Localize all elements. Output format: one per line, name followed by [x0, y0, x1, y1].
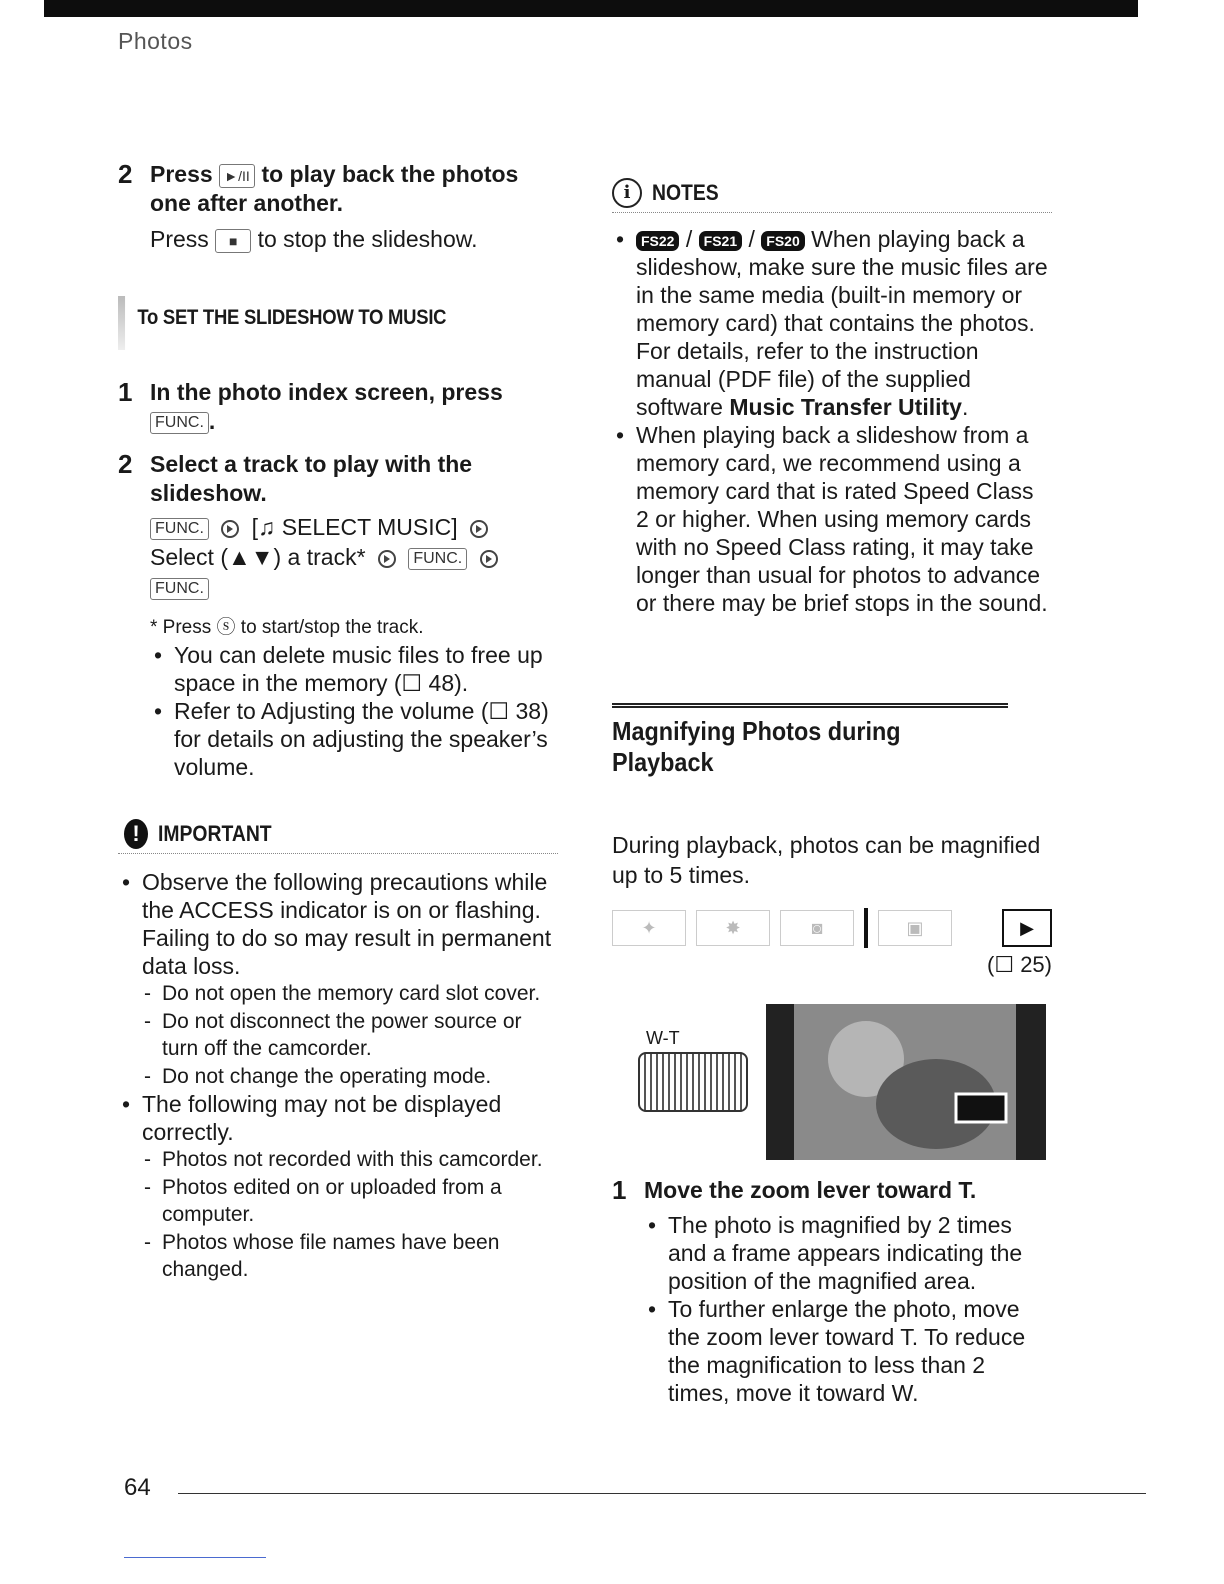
important-list [118, 868, 558, 1284]
music-bullets [150, 641, 558, 781]
list-item: • You can delete music files to free up space in the memory (☐ 48). [150, 641, 558, 697]
step-press-func: 1 In the photo index screen, press FUNC. . [118, 377, 503, 434]
footer-rule [178, 1493, 1146, 1494]
info-icon: i [612, 178, 642, 208]
sub-list [142, 980, 558, 1090]
sub-list [142, 1146, 558, 1284]
zoom-label: W-T [646, 1028, 680, 1048]
subhead-bar [118, 296, 125, 350]
play-pause-key: ►/II [219, 164, 255, 188]
mode-icons [612, 908, 1052, 948]
important-icon: ! [124, 819, 148, 849]
model-badge: FS20 [761, 231, 804, 251]
zoom-bullets [644, 1211, 1052, 1407]
list-item: - Do not disconnect the power source or turn off the camcorder. [142, 1008, 558, 1063]
zoom-lever-icon [638, 1052, 748, 1112]
list-item: • Observe the following precautions while the ACCESS indicator is on or flashing. Failing to do so may result in permanent data loss. - Do not open the memory card slot cover. - Do not disconnect the power source or turn off the camcorder. - Do not change the operating mode. [118, 868, 558, 1090]
list-item: - Photos whose file names have been changed. [142, 1229, 558, 1284]
mode-divider [864, 908, 868, 948]
arrow-icon [480, 550, 498, 568]
auto-mode-icon: ✦ [612, 910, 686, 946]
list-item: - Photos edited on or uploaded from a computer. [142, 1174, 558, 1229]
page-ref: (☐ 25) [987, 952, 1052, 977]
page-number: 64 [124, 1474, 151, 1501]
scene-mode-icon: ✸ [696, 910, 770, 946]
arrow-icon [221, 520, 239, 538]
model-badge: FS21 [699, 231, 742, 251]
zoom-illustration [612, 1004, 1052, 1164]
list-item: - Do not change the operating mode. [142, 1063, 558, 1091]
notes-list [612, 225, 1052, 617]
list-item: • When playing back a slideshow from a memory card, we recommend using a memory card that is rated Speed Class 2 or higher. When using memory cards with no Speed Class rating, it may take longer than usual for photos to advance or there may be brief stops in the sound. [612, 421, 1052, 617]
footnote: * Press ⓢ to start/stop the track. [150, 617, 424, 638]
list-item: - Do not open the memory card slot cover. [142, 980, 558, 1008]
step-select-track: 2 Select a track to play with the slideshow. FUNC. [♫ SELECT MUSIC] Select (▲▼) a track* FUNC. FUNC. [118, 450, 558, 602]
top-bar [44, 0, 1138, 17]
left-column [118, 160, 558, 1284]
subhead-music: To SET THE SLIDESHOW TO MUSIC [118, 306, 505, 330]
menu-path: FUNC. [♫ SELECT MUSIC] Select (▲▼) a track* FUNC. FUNC. [150, 512, 558, 602]
step-zoom: 1 Move the zoom lever toward T. [612, 1175, 977, 1205]
list-item: • Refer to Adjusting the volume (☐ 38) for details on adjusting the speaker’s volume. [150, 697, 558, 781]
list-item: • The photo is magnified by 2 times and a frame appears indicating the position of the magnified area. [644, 1211, 1052, 1295]
section-title: Magnifying Photos during Playback [612, 703, 1008, 778]
camera-mode-icon: ◙ [780, 910, 854, 946]
list-item: • To further enlarge the photo, move the zoom lever toward T. To reduce the magnification to less than 2 times, move it toward W. [644, 1295, 1052, 1407]
arrow-icon [470, 520, 488, 538]
bottom-line [124, 1557, 266, 1558]
stop-slideshow-text: Press ■ to stop the slideshow. [150, 226, 478, 252]
model-badge: FS22 [636, 231, 679, 251]
stop-key: ■ [215, 229, 251, 253]
magnified-photo [766, 1004, 1046, 1160]
right-column [612, 160, 1052, 1407]
movie-play-icon: ▣ [878, 910, 952, 946]
arrow-icon [378, 550, 396, 568]
intro-text: During playback, photos can be magnified up to 5 times. [612, 832, 1041, 888]
notes-header: i NOTES [612, 178, 1052, 213]
list-item: • The following may not be displayed correctly. - Photos not recorded with this camcorder. - Photos edited on or uploaded from a computer. - Photos whose file names have been changed. [118, 1090, 558, 1284]
running-header: Photos [118, 28, 193, 54]
important-header: ! IMPORTANT [118, 819, 558, 854]
func-key: FUNC. [150, 412, 209, 434]
list-item: - Photos not recorded with this camcorder. [142, 1146, 558, 1174]
photo-play-icon: ▶ [1002, 909, 1052, 947]
list-item: • FS22 / FS21 / FS20 When playing back a slideshow, make sure the music files are in the same media (built-in memory or memory card) that contains the photos. For details, refer to the instruction manual (PDF file) of the supplied software Music Transfer Utility. [612, 225, 1052, 421]
step-play-slideshow: 2 Press ►/II to play back the photos one after another. [118, 159, 519, 216]
